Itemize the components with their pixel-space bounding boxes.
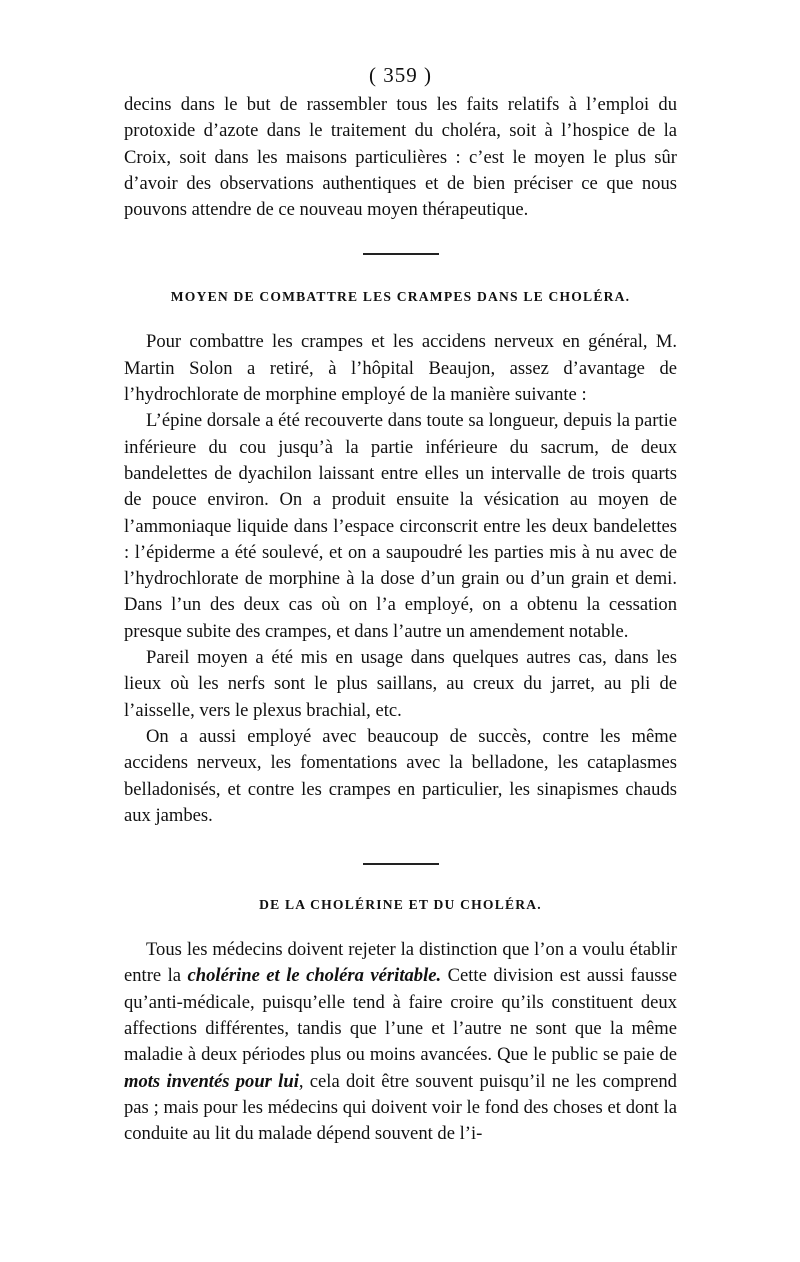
intro-paragraph: decins dans le but de rassembler tous les faits relatifs à l’emploi du protoxide d’azote dans le traitement du choléra, soit à l’hospice de la Croix, soit dans les maisons particulières : c’est le moyen le plus sûr d’avoir des observations authentiques et de bien préciser ce que nous pouvons attendre de ce nouveau moyen thérapeutique. bbox=[124, 94, 677, 221]
paragraph-epine-dorsale: L’épine dorsale a été recouverte dans toute sa longueur, depuis la partie inférieure du cou jusqu’à la partie inférieure du sacrum, de deux bandelettes de dyachilon laissant entre elles un intervalle de trois quarts de pouce environ. On a produit ensuite la vésication au moyen de l’ammoniaque liquide dans l’espace circonscrit entre les deux bandelettes : l’épiderme a été soulevé, et on a saupoudré les parties mis à nu avec de l’hydrochlorate de morphine à la dose d’un grain ou d’un grain et demi. Dans l’un des deux cas où on l’a employé, on a obtenu la cessation presque subite des crampes, et dans l’autre un amendement notable. bbox=[124, 410, 677, 642]
section-divider bbox=[363, 863, 439, 865]
paragraph-belladone: On a aussi employé avec beaucoup de succès, contre les même accidens nerveux, les fomentations avec la belladone, les cataplasmes belladonisés, et contre les crampes en particulier, les sinapismes chauds aux jambes. bbox=[124, 725, 677, 826]
italic-term: cholérine et le choléra véritable. bbox=[187, 965, 442, 987]
italic-term: mots inventés pour lui bbox=[124, 1070, 299, 1092]
paragraph-cholerine bbox=[124, 937, 677, 1147]
section-heading-cholerine: DE LA CHOLÉRINE ET DU CHOLÉRA. bbox=[259, 897, 542, 913]
paragraph-text: Tous les médecins doivent rejeter la distinction que l’on a voulu établir entre la bbox=[124, 939, 677, 987]
section-heading-crampes: MOYEN DE COMBATTRE LES CRAMPES DANS LE CHOLÉRA. bbox=[170, 289, 631, 305]
paragraph-pareil-moyen: Pareil moyen a été mis en usage dans quelques autres cas, dans les lieux où les nerfs sont le plus saillans, au creux du jarret, au pli de l’aisselle, vers le plexus brachial, etc. bbox=[124, 647, 677, 721]
paragraph-text: , cela doit être souvent puisqu’il ne les comprend pas ; mais pour les médecins qui doivent voir le fond des choses et dont la conduite au lit du malade dépend souvent de l’i- bbox=[124, 1070, 677, 1145]
section-divider bbox=[363, 253, 439, 255]
book-page bbox=[124, 58, 677, 1148]
paragraph-crampes-intro: Pour combattre les crampes et les accidens nerveux en général, M. Martin Solon a retiré, à l’hôpital Beaujon, assez d’avantage de l’hydrochlorate de morphine employé de la manière suivante : bbox=[124, 331, 677, 406]
page-number: ( 359 ) bbox=[369, 63, 432, 87]
paragraph-text: Cette division est aussi fausse qu’anti-médicale, puisqu’elle tend à faire croire qu’ils constituent deux affections différentes, tandis que l’une et l’autre ne sont que la même maladie à deux périodes plus ou moins avancées. Que le public se paie de bbox=[124, 965, 677, 1066]
